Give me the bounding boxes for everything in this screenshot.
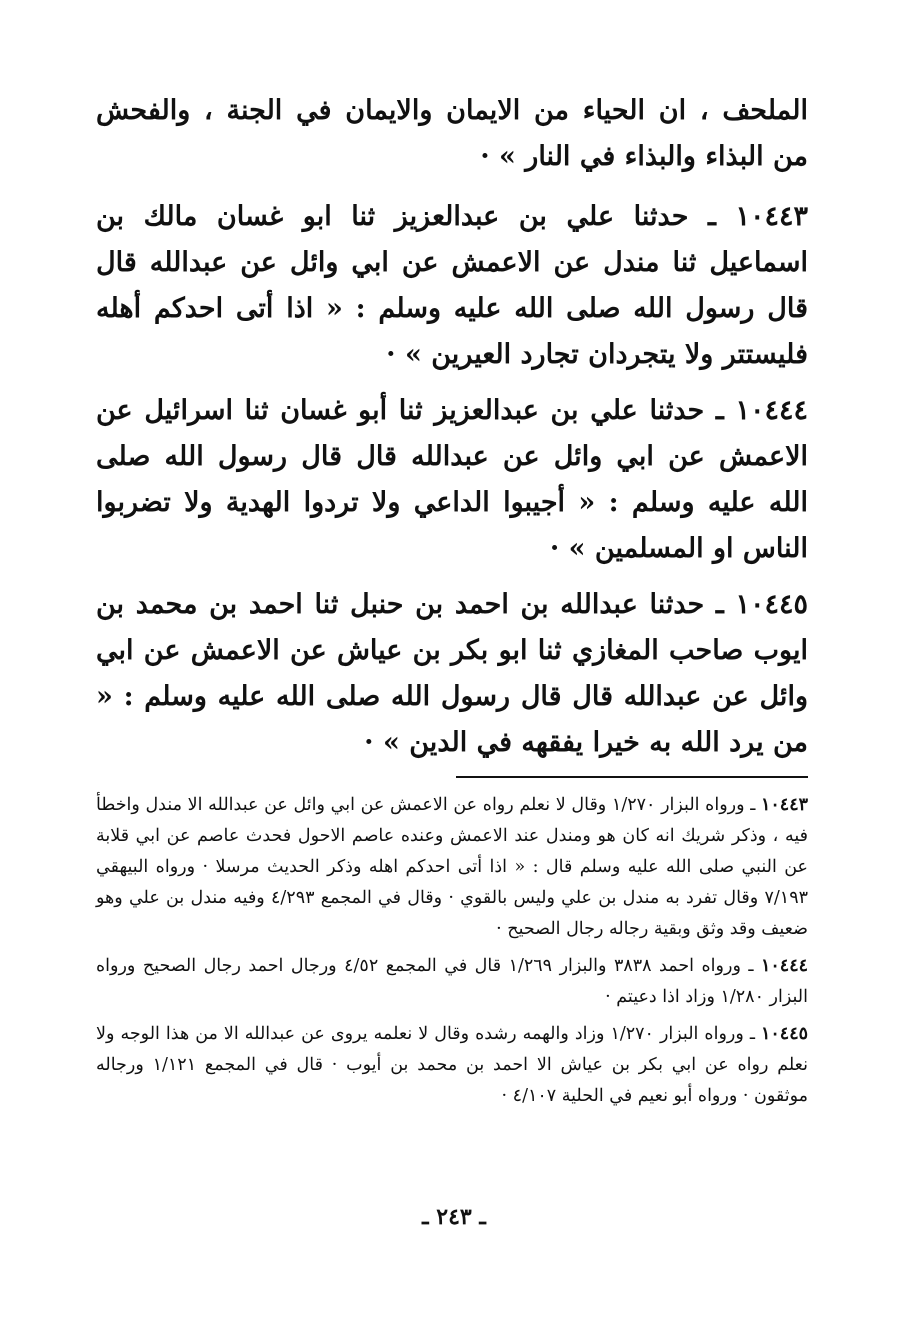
hadith-number: ١٠٤٤٤ — [735, 395, 808, 426]
page-number: ـ ٢٤٣ ـ — [422, 1204, 486, 1230]
hadith-text: ـ حدثنا علي بن عبدالعزيز ثنا أبو غسان ثنا اسرائيل عن الاعمش عن ابي وائل عن عبدالله قال قال رسول الله صلى الله عليه وسلم : « أجيبوا الداعي ولا تردوا الهدية ولا تضربوا الناس او المسلمين » · — [96, 395, 808, 564]
hadith-10443 — [96, 194, 808, 378]
footnote-10445 — [96, 1019, 808, 1112]
footnote-10443 — [96, 790, 808, 945]
footnotes — [96, 790, 808, 1112]
page-body — [96, 88, 808, 1118]
footnote-text: ـ ورواه احمد ٣٨٣٨ والبزار ١/٢٦٩ قال في المجمع ٤/٥٢ ورجال احمد رجال الصحيح ورواه البزار ١/٢٨٠ وزاد اذا دعيتم · — [96, 956, 808, 1007]
footnote-number: ١٠٤٤٣ — [761, 795, 808, 815]
footnote-divider — [456, 776, 808, 778]
hadith-10445 — [96, 582, 808, 766]
hadith-text: ـ حدثنا عبدالله بن احمد بن حنبل ثنا احمد بن محمد بن ايوب صاحب المغازي ثنا ابو بكر بن عياش عن الاعمش عن ابي وائل عن عبدالله قال قال رسول الله صلى الله عليه وسلم : « من يرد الله به خيرا يفقهه في الدين » · — [96, 589, 808, 758]
footnote-text: ـ ورواه البزار ١/٢٧٠ وقال لا نعلم رواه عن الاعمش عن ابي وائل عن عبدالله الا مندل واخطأ فيه ، وذكر شريك انه كان هو ومندل عند الاعمش وعنده عاصم الاحول فحدث عاصم عن ابي قلابة عن النبي صلى الله عليه وسلم قال : « اذا أتى احدكم اهله وذكر الحديث مرسلا · ورواه البيهقي ٧/١٩٣ وقال تفرد به مندل بن علي وليس بالقوي · وقال في المجمع ٤/٢٩٣ وفيه مندل بن علي وهو ضعيف وقد وثق وبقية رجاله رجال الصحيح · — [96, 795, 808, 939]
hadith-10444 — [96, 388, 808, 572]
hadith-text: ـ حدثنا علي بن عبدالعزيز ثنا ابو غسان مالك بن اسماعيل ثنا مندل عن الاعمش عن ابي وائل عن عبدالله قال قال رسول الله صلى الله عليه وسلم : « اذا أتى احدكم أهله فليستتر ولا يتجردان تجارد العيرين » · — [96, 201, 808, 370]
hadith-number: ١٠٤٤٥ — [735, 589, 808, 620]
footnote-number: ١٠٤٤٥ — [761, 1024, 808, 1044]
footnote-text: ـ ورواه البزار ١/٢٧٠ وزاد والهمه رشده وقال لا نعلمه يروى عن عبدالله الا من هذا الوجه ولا نعلم رواه عن ابي بكر بن عياش الا احمد بن محمد بن أيوب · قال في المجمع ١/١٢١ ورجاله موثقون · ورواه أبو نعيم في الحلية ٤/١٠٧ · — [96, 1024, 808, 1106]
continuation-paragraph: الملحف ، ان الحياء من الايمان والايمان في الجنة ، والفحش من البذاء والبذاء في النار » · — [96, 95, 808, 172]
main-text — [96, 88, 808, 766]
footnote-10444 — [96, 951, 808, 1013]
hadith-number: ١٠٤٤٣ — [735, 201, 808, 232]
footnote-number: ١٠٤٤٤ — [761, 956, 808, 976]
